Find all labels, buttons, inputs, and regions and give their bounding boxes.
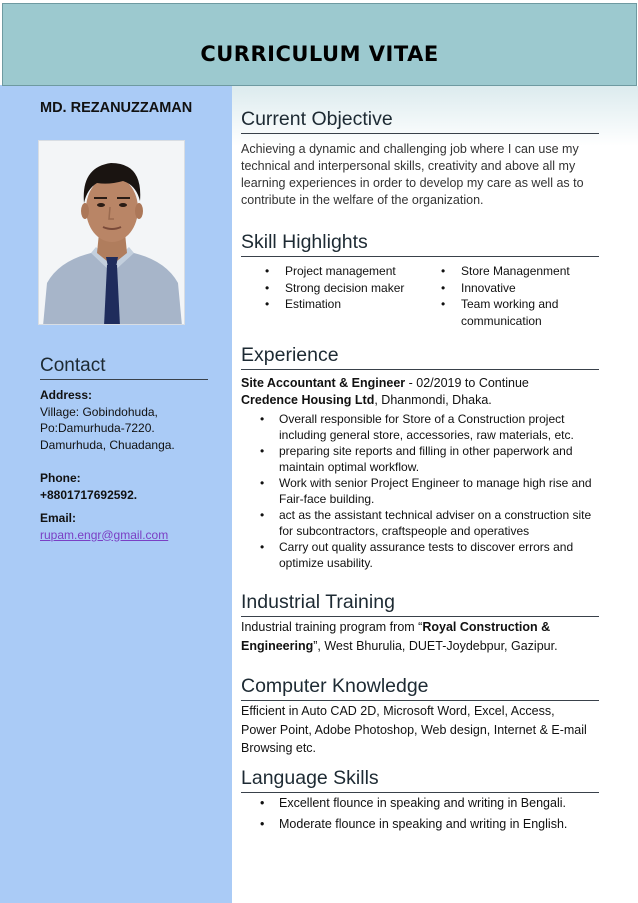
email-block: [40, 510, 168, 543]
experience-section: [241, 344, 599, 571]
section-title-training: Industrial Training: [241, 591, 599, 617]
list-item: • Work with senior Project Engineer to manage high rise and Fair-face building.: [241, 475, 599, 507]
list-item: • Overall responsible for Store of a Construction project including general store, accessories, raw materials, etc.: [241, 411, 599, 443]
contact-heading: Contact: [40, 355, 208, 380]
computer-line: Efficient in Auto CAD 2D, Microsoft Word, Excel, Access,: [241, 704, 555, 718]
skills-list: [241, 263, 599, 329]
section-title-objective: Current Objective: [241, 108, 599, 134]
language-list: [241, 793, 599, 834]
page-title: CURRICULUM VITAE: [200, 41, 439, 66]
training-text: Industrial training program from “Royal Construction & Engineering”, West Bhurulia, DUET-Joydebpur, Gazipur.: [241, 620, 558, 653]
skill-item: • Team working and: [441, 296, 570, 313]
objective-line: technical and interpersonal skills, creativity and above all my: [241, 159, 576, 173]
job-role: Site Accountant & Engineer: [241, 376, 406, 390]
list-item: • Excellent flounce in speaking and writing in Bengali.: [241, 793, 599, 814]
list-item: • preparing site reports and filling in other paperwork and maintain optimal workflow.: [241, 443, 599, 475]
email-link[interactable]: rupam.engr@gmail.com: [40, 527, 169, 542]
objective-line: Achieving a dynamic and challenging job where I can use my: [241, 142, 579, 156]
phone-block: [40, 470, 137, 503]
objective-section: [241, 108, 599, 209]
section-title-skills: Skill Highlights: [241, 231, 599, 257]
list-item: • Carry out quality assurance tests to discover errors and optimize usability.: [241, 539, 599, 571]
skill-item: • Innovative: [441, 280, 570, 297]
address-line: Village: Gobindohuda,: [40, 404, 158, 419]
company-location: , Dhanmondi, Dhaka.: [374, 393, 492, 407]
company-name: Credence Housing Ltd: [241, 393, 375, 407]
objective-text: [241, 141, 599, 209]
computer-text: [241, 702, 599, 758]
address-block: [40, 387, 175, 453]
objective-line: learning experiences in order to develop my care as well as to: [241, 176, 584, 190]
address-label: Address:: [40, 388, 93, 402]
phone-label: Phone:: [40, 471, 81, 485]
job-period: - 02/2019 to Continue: [405, 376, 529, 390]
section-title-experience: Experience: [241, 344, 599, 370]
skill-item: • Estimation: [241, 296, 441, 313]
skill-item: • Store Managenment: [441, 263, 570, 280]
experience-header: [241, 375, 599, 409]
list-item: • act as the assistant technical adviser on a construction site for subcontractors, craftspeople and operatives: [241, 507, 599, 539]
computer-line: Power Point, Adobe Photoshop, Web design, Internet & E-mail: [241, 722, 587, 737]
experience-bullets: [241, 411, 599, 571]
header-banner: [2, 3, 637, 86]
computer-line: Browsing etc.: [241, 741, 317, 755]
skill-item: • Strong decision maker: [241, 280, 441, 297]
section-title-language: Language Skills: [241, 767, 599, 793]
candidate-name: MD. REZANUZZAMAN: [40, 100, 193, 116]
language-section: [241, 767, 599, 834]
training-section: [241, 591, 599, 655]
address-line: Po:Damurhuda-7220.: [40, 421, 155, 435]
section-title-computer: Computer Knowledge: [241, 675, 599, 701]
phone-number: +8801717692592.: [40, 487, 138, 502]
skills-column: [241, 263, 441, 329]
objective-line: contribute in the welfare of the organization.: [241, 193, 484, 207]
skills-section: [241, 231, 599, 329]
address-line: Damurhuda, Chuadanga.: [40, 437, 175, 452]
skill-item-continuation: communication: [461, 313, 542, 328]
email-label: Email:: [40, 511, 77, 525]
computer-section: [241, 675, 599, 758]
profile-photo: [38, 140, 185, 325]
skills-column: [441, 263, 570, 329]
list-item: • Moderate flounce in speaking and writing in English.: [241, 814, 599, 835]
skill-item: • Project management: [241, 263, 441, 280]
